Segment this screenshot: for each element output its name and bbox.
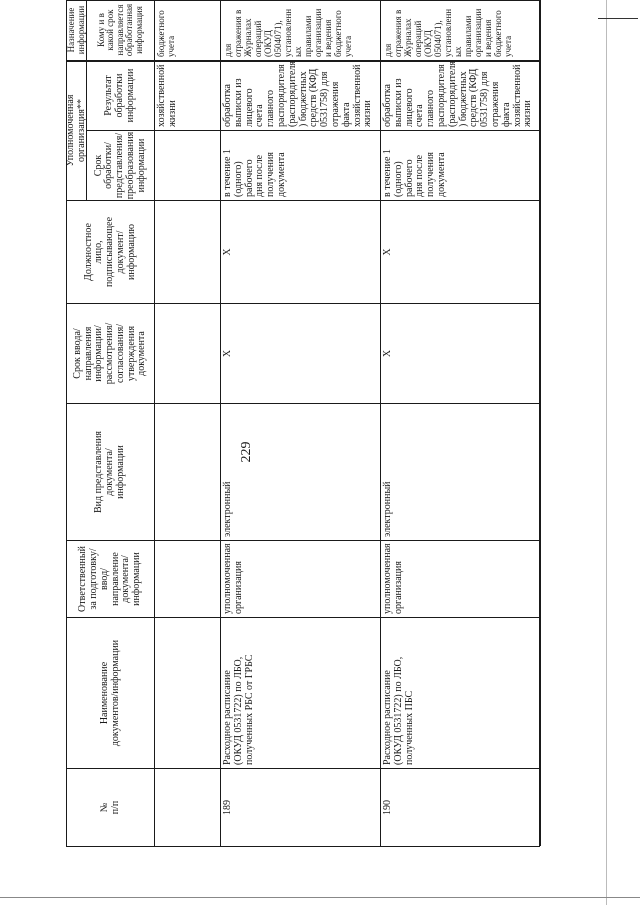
header-authorized-group: Уполномоченная организация** [67,60,87,200]
header-official: Должностное лицо, подписывающее документ/ информацию [67,200,155,303]
header-purpose-to: Кому и в какой срок направляется обработанная информация [87,0,155,60]
header-name: Наименование документов/информации [67,617,155,768]
continuation-name [155,617,221,768]
document-table [66,61,540,847]
continuation-num [155,768,221,846]
row-190-responsible: уполномоченная организация [381,540,541,617]
header-type: Вид представления документа/ информации [67,403,155,540]
header-auth-result: Результат обработки информации [87,60,155,130]
purpose-strip [66,0,540,61]
row-189-responsible: уполномоченная организация [221,540,381,617]
row-189-name: Расходное расписание (ОКУД 0531722) по ЛБО, полученных РБС от ГРБС [221,617,381,768]
row-190-official: Х [381,200,541,303]
header-responsible: Ответственный за подготовку/ ввод/ направление документа/ информации [67,540,155,617]
row-190-type: электронный [381,403,541,540]
page-number: 229 [239,441,254,463]
table-grid [66,61,540,847]
row-189-purpose: для отражения в Журналах операций (ОКУД 0504071), установленн ых правилами организации и ведения бюджетного учета [221,0,381,60]
header-deadline: Срок ввода/ направления информации/ рассмотрения/ согласования/ утверждения документа [67,303,155,403]
continuation-auth-period [155,130,221,200]
continuation-deadline [155,303,221,403]
row-189-official: Х [221,200,381,303]
continuation-purpose: бюджетного учета [155,0,221,60]
continuation-auth-result: хозяйственной жизни [155,60,221,130]
continuation-official [155,200,221,303]
scan-mark-top [598,18,638,19]
continuation-responsible [155,540,221,617]
purpose-grid [66,0,540,61]
row-190-name: Расходное расписание (ОКУД 0531722) по ЛБО, полученных ПБС [381,617,541,768]
row-190-auth-result: обработка выписки из лицевого счета главного распорядителя (распорядителя ) бюджетных средств (КФД 0531758) для отражения факта хозяйственной жизни [381,60,541,130]
row-189-auth-period: в течение 1 (одного) рабочего дня после получения документа [221,130,381,200]
row-189-type: электронный [221,403,381,540]
row-190-auth-period: в течение 1 (одного) рабочего дня после получения документа [381,130,541,200]
header-num: № п/п [67,768,155,846]
continuation-type [155,403,221,540]
header-purpose-group: Назначение информации [67,0,87,60]
scan-edge-right [606,0,607,905]
header-auth-period: Срок обработки/ представления/ преобразования информации [87,130,155,200]
row-189-auth-result: обработка выписки из лицевого счета главного распорядителя (распорядителя ) бюджетных средств (КФД 0531758) для отражения факта хозяйственной жизни [221,60,381,130]
row-189-deadline: Х [221,303,381,403]
row-190-purpose: для отражения в Журналах операций (ОКУД 0504071), установленн ых правилами организации и ведения бюджетного учета [381,0,541,60]
row-189-num: 189 [221,768,381,846]
scan-mark-bottom [0,897,640,898]
row-190-num: 190 [381,768,541,846]
row-190-deadline: Х [381,303,541,403]
